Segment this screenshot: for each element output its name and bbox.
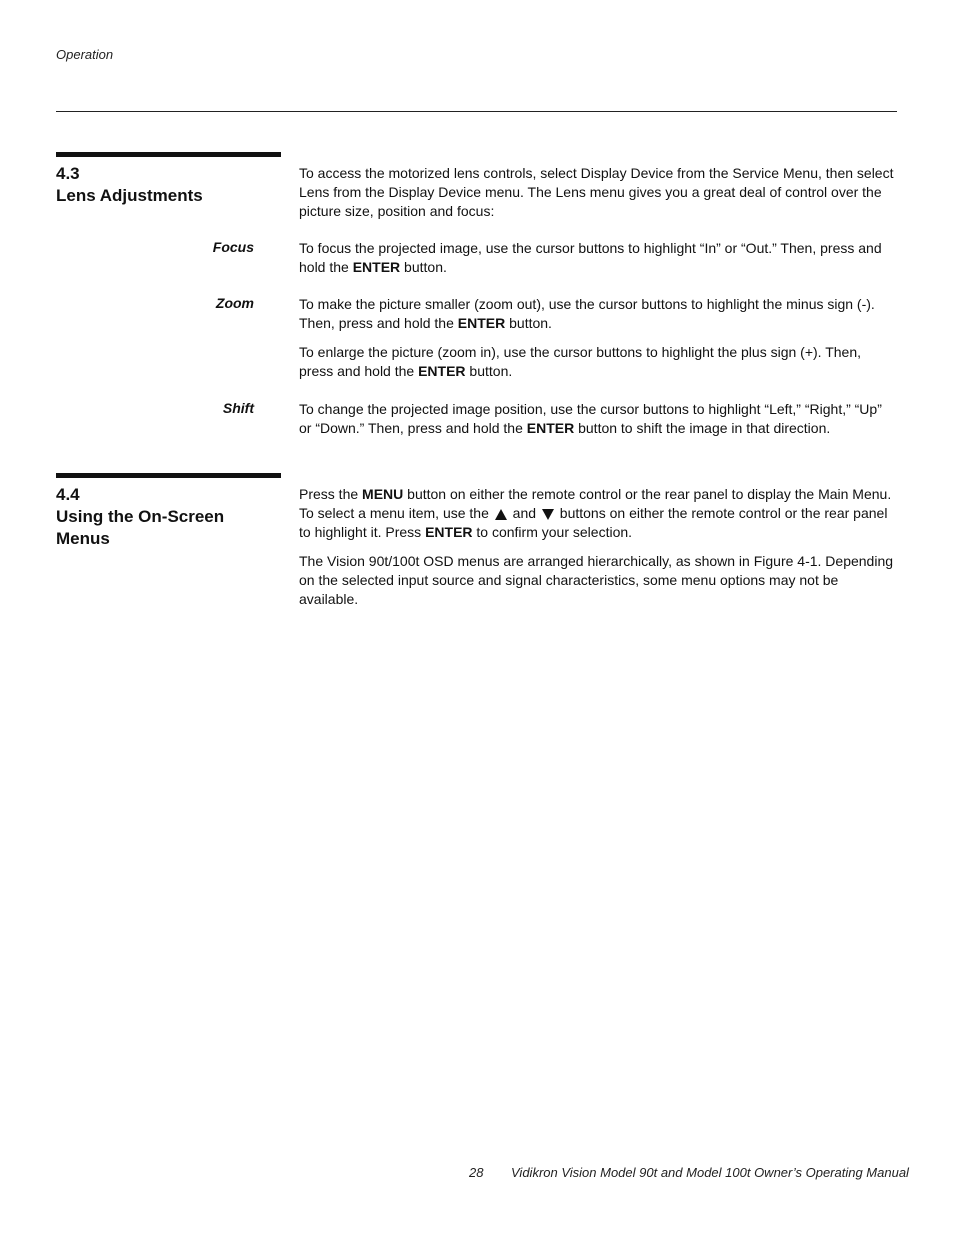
down-arrow-icon xyxy=(542,509,554,520)
zoom-in-paragraph: To enlarge the picture (zoom in), use the cursor buttons to highlight the plus sign (+). Then, press and hold the ENTER button. xyxy=(299,344,861,379)
enter-keyword: ENTER xyxy=(425,524,473,540)
shift-label: Shift xyxy=(222,400,254,416)
section-43-title: Lens Adjustments xyxy=(56,186,203,205)
zoom-out-paragraph: To make the picture smaller (zoom out), use the cursor buttons to highlight the minus sign (-). Then, press and hold the ENTER button. xyxy=(299,296,875,331)
section-43-number: 4.3 xyxy=(56,164,80,183)
shift-paragraph: To change the projected image position, use the cursor buttons to highlight “Left,” “Right,” “Up” or “Down.” Then, press and hold the ENTER button to shift the image in that direction. xyxy=(299,401,882,436)
zoom-label: Zoom xyxy=(215,295,254,311)
focus-paragraph: To focus the projected image, use the cursor buttons to highlight “In” or “Out.” Then, press and hold the ENTER button. xyxy=(299,240,882,275)
menu-paragraph: Press the MENU button on either the remote control or the rear panel to display the Main Menu. To select a menu item, use the and buttons on either the remote control or the rear panel to highlight it. Press ENTER to confirm your selection. xyxy=(299,486,892,540)
enter-keyword: ENTER xyxy=(352,259,401,275)
enter-keyword: ENTER xyxy=(418,363,466,379)
up-arrow-icon xyxy=(495,509,507,520)
section-43-bar xyxy=(56,152,281,157)
running-head: Operation xyxy=(56,47,114,62)
focus-label: Focus xyxy=(212,239,254,255)
enter-keyword: ENTER xyxy=(457,315,506,331)
section-44-title-line1: Using the On-Screen xyxy=(56,507,225,526)
menu-keyword: MENU xyxy=(362,486,404,502)
section-44-title-line2: Menus xyxy=(56,529,110,548)
lens-intro-paragraph: To access the motorized lens controls, select Display Device from the Service Menu, then select Lens from the Display Device menu. The Lens menu gives you a great deal of control over the picture size, position and focus: xyxy=(299,165,894,219)
osd-hierarchy-paragraph: The Vision 90t/100t OSD menus are arranged hierarchically, as shown in Figure 4-1. Depending on the selected input source and signal characteristics, some menu options may not be available. xyxy=(299,553,894,607)
section-44-number: 4.4 xyxy=(56,485,80,504)
section-44-bar xyxy=(56,473,281,478)
page-number: 28 xyxy=(469,1165,484,1180)
header-rule xyxy=(56,111,897,112)
enter-keyword: ENTER xyxy=(526,420,575,436)
manual-title: Vidikron Vision Model 90t and Model 100t Owner’s Operating Manual xyxy=(511,1165,909,1180)
